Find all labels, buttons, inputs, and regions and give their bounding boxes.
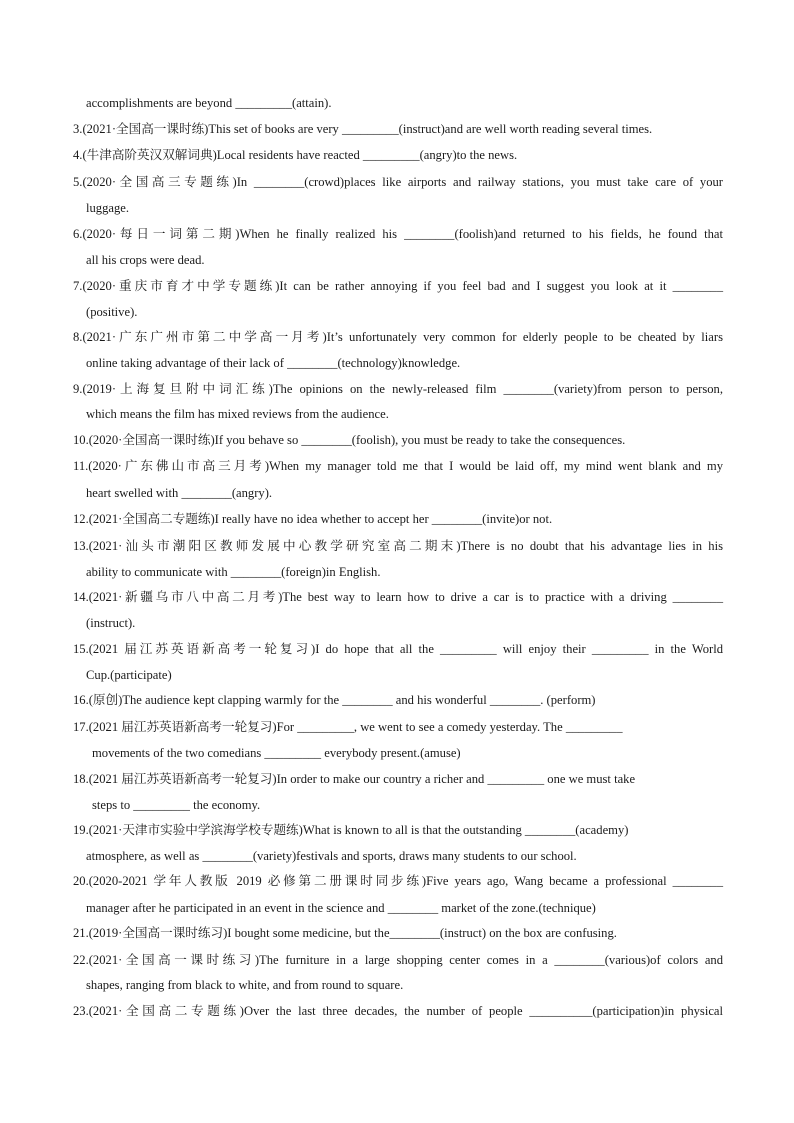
text-line: 6.(2020·每日一词第二期)When he finally realized his ________(foolish)and returned to his fields, he found that xyxy=(73,227,723,241)
text-line: 20.(2020-2021 学年人教版 2019 必修第二册课时同步练)Five years ago, Wang became a professional ________ xyxy=(73,874,723,888)
text-line: 10.(2020·全国高一课时练)If you behave so ________(foolish), you must be ready to take the consequences. xyxy=(73,433,626,447)
text-line: 21.(2019·全国高一课时练习)I bought some medicine, but the________(instruct) on the box are confusing. xyxy=(73,926,617,940)
text-line: 19.(2021·天津市实验中学滨海学校专题练)What is known to all is that the outstanding ________(academy) xyxy=(73,823,629,837)
text-line: steps to _________ the economy. xyxy=(92,798,261,812)
text-line: 13.(2021·汕头市潮阳区教师发展中心教学研究室高二期末)There is no doubt that his advantage lies in his xyxy=(73,539,723,553)
text-line: online taking advantage of their lack of ________(technology)knowledge. xyxy=(86,356,461,370)
text-line: accomplishments are beyond _________(attain). xyxy=(86,96,332,110)
text-line: 17.(2021 届江苏英语新高考一轮复习)For _________, we went to see a comedy yesterday. The _________ xyxy=(73,720,623,734)
text-line: 4.(牛津高阶英汉双解词典)Local residents have reacted _________(angry)to the news. xyxy=(73,148,518,162)
text-line: shapes, ranging from black to white, and from round to square. xyxy=(86,978,404,992)
text-line: movements of the two comedians _________ everybody present.(amuse) xyxy=(92,746,461,760)
text-line: 14.(2021·新疆乌市八中高二月考)The best way to learn how to drive a car is to practice with a driving ________ xyxy=(73,590,723,604)
text-line: 5.(2020·全国高三专题练)In ________(crowd)places like airports and railway stations, you must take care of your xyxy=(73,175,723,189)
text-line: 3.(2021·全国高一课时练)This set of books are very _________(instruct)and are well worth reading several times. xyxy=(73,122,653,136)
text-line: 23.(2021·全国高二专题练)Over the last three decades, the number of people __________(participation)in physical xyxy=(73,1004,723,1018)
text-line: 12.(2021·全国高二专题练)I really have no idea whether to accept her ________(invite)or not. xyxy=(73,512,553,526)
text-line: luggage. xyxy=(86,201,130,215)
text-line: 16.(原创)The audience kept clapping warmly for the ________ and his wonderful ________. (perform) xyxy=(73,693,596,707)
text-line: 18.(2021 届江苏英语新高考一轮复习)In order to make our country a richer and _________ one we must take xyxy=(73,772,636,786)
text-line: manager after he participated in an event in the science and ________ market of the zone.(technique) xyxy=(86,901,596,915)
text-line: 22.(2021·全国高一课时练习)The furniture in a large shopping center comes in a ________(various)of colors and xyxy=(73,953,723,967)
text-line: all his crops were dead. xyxy=(86,253,205,267)
text-line: Cup.(participate) xyxy=(86,668,172,682)
text-line: 8.(2021·广东广州市第二中学高一月考)It’s unfortunately very common for elderly people to be cheated by liars xyxy=(73,330,723,344)
text-line: (instruct). xyxy=(86,616,136,630)
text-line: 15.(2021 届江苏英语新高考一轮复习)I do hope that all the _________ will enjoy their _________ in the World xyxy=(73,642,723,656)
text-line: 11.(2020·广东佛山市高三月考)When my manager told me that I would be laid off, my mind went blank and my xyxy=(73,459,723,473)
text-line: ability to communicate with ________(foreign)in English. xyxy=(86,565,381,579)
text-line: 9.(2019·上海复旦附中词汇练)The opinions on the newly-released film ________(variety)from person to person, xyxy=(73,382,723,396)
text-line: atmosphere, as well as ________(variety)festivals and sports, draws many students to our school. xyxy=(86,849,577,863)
text-line: (positive). xyxy=(86,305,138,319)
text-line: 7.(2020·重庆市育才中学专题练)It can be rather annoying if you feel bad and I suggest you look at it ________ xyxy=(73,279,723,293)
text-line: heart swelled with ________(angry). xyxy=(86,486,273,500)
text-line: which means the film has mixed reviews from the audience. xyxy=(86,407,389,421)
